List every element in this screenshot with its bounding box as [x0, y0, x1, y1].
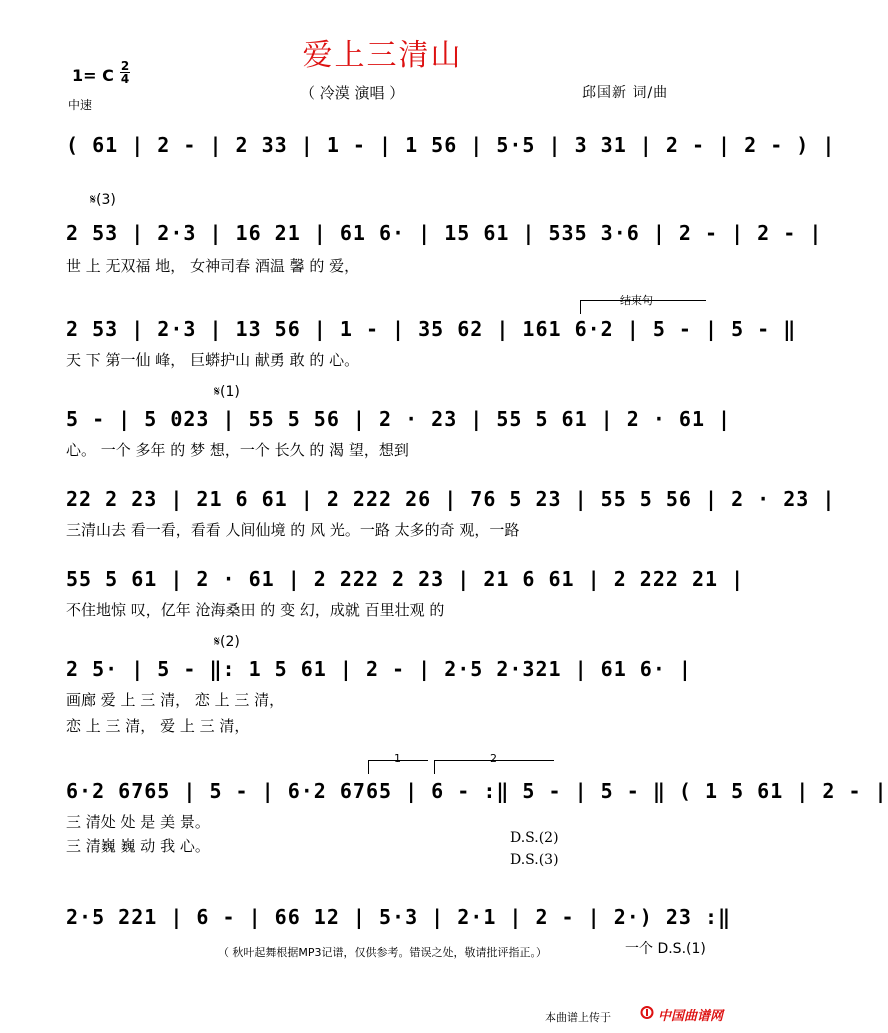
meter-bottom: 4 [120, 72, 130, 86]
tempo-mark: 中速 [68, 98, 93, 112]
upload-text: 本曲谱上传于 [545, 1011, 611, 1024]
song-title: 爱上三清山 [302, 38, 463, 73]
segno-mark: 𝄋(1) [214, 384, 240, 400]
lyric-line: 画廊 爱 上 三 清， 恋 上 三 清， [66, 691, 285, 709]
lyric-line: 世 上 无双福 地， 女神司春 酒温 馨 的 爱， [66, 257, 360, 275]
time-signature [120, 60, 130, 85]
singer-line: （ 冷漠 演唱 ） [300, 84, 405, 102]
ds-mark-3: D.S.(3) [510, 852, 559, 868]
notation-row: 55 5 61 | 2 · 61 | 2 222 2 23 | 21 6 61 | 2 222 21 | [66, 567, 745, 591]
author-credit: 邱国新 词/曲 [582, 85, 669, 101]
lyric-line: 不住地惊 叹，亿年 沧海桑田 的 变 幻，成就 百里壮观 的 [66, 601, 445, 619]
segno-mark: 𝄋(3) [90, 192, 116, 208]
meter-top: 2 [120, 59, 130, 73]
footer-note: （ 秋叶起舞根据MP3记谱，仅供参考。错误之处，敬请批评指正。） [217, 946, 548, 959]
notation-row: 2·5 221 | 6 - | 66 12 | 5·3 | 2·1 | 2 - | 2·) 23 :‖ [66, 905, 732, 929]
notation-row: ( 61 | 2 - | 2 33 | 1 - | 1 56 | 5·5 | 3 31 | 2 - | 2 - ) | [66, 133, 836, 157]
key-signature: 1= C [72, 66, 114, 85]
notation-row: 2 5· | 5 - ‖: 1 5 61 | 2 - | 2·5 2·321 | 61 6· | [66, 657, 692, 681]
ds-mark-1: 一个 D.S.(1) [625, 941, 706, 957]
ending-phrase-label: 结束句 [620, 294, 653, 307]
lyric-line: 心。 一个 多年 的 梦 想，一个 长久 的 渴 望，想到 [66, 441, 409, 459]
segno-mark: 𝄋(2) [214, 634, 240, 650]
volta-first: 1 [394, 752, 401, 765]
lyric-line: 三清山去 看一看，看看 人间仙境 的 风 光。一路 太多的奇 观，一路 [66, 521, 520, 539]
notation-row: 2 53 | 2·3 | 16 21 | 61 6· | 15 61 | 535 3·6 | 2 - | 2 - | [66, 221, 823, 245]
brand-name[interactable]: 中国曲谱网 [658, 1009, 724, 1024]
lyric-line: 三 清处 处 是 美 景。 [66, 813, 210, 831]
lyric-line: 三 清巍 巍 动 我 心。 [66, 837, 210, 855]
notation-row: 2 53 | 2·3 | 13 56 | 1 - | 35 62 | 161 6·2 | 5 - | 5 - ‖ [66, 317, 797, 341]
ds-mark-2: D.S.(2) [510, 830, 559, 846]
notation-row: 6·2 6765 | 5 - | 6·2 6765 | 6 - :‖ 5 - | 5 - ‖ ( 1 5 61 | 2 - | [66, 779, 888, 803]
lyric-line: 天 下 第一仙 峰， 巨蟒护山 献勇 敢 的 心。 [66, 351, 360, 369]
lyric-line: 恋 上 三 清， 爱 上 三 清， [66, 717, 250, 735]
volta-second: 2 [490, 752, 497, 765]
brand-logo-icon [640, 1006, 654, 1019]
notation-row: 22 2 23 | 21 6 61 | 2 222 26 | 76 5 23 | 55 5 56 | 2 · 23 | [66, 487, 836, 511]
notation-row: 5 - | 5 023 | 55 5 56 | 2 · 23 | 55 5 61 | 2 · 61 | [66, 407, 732, 431]
